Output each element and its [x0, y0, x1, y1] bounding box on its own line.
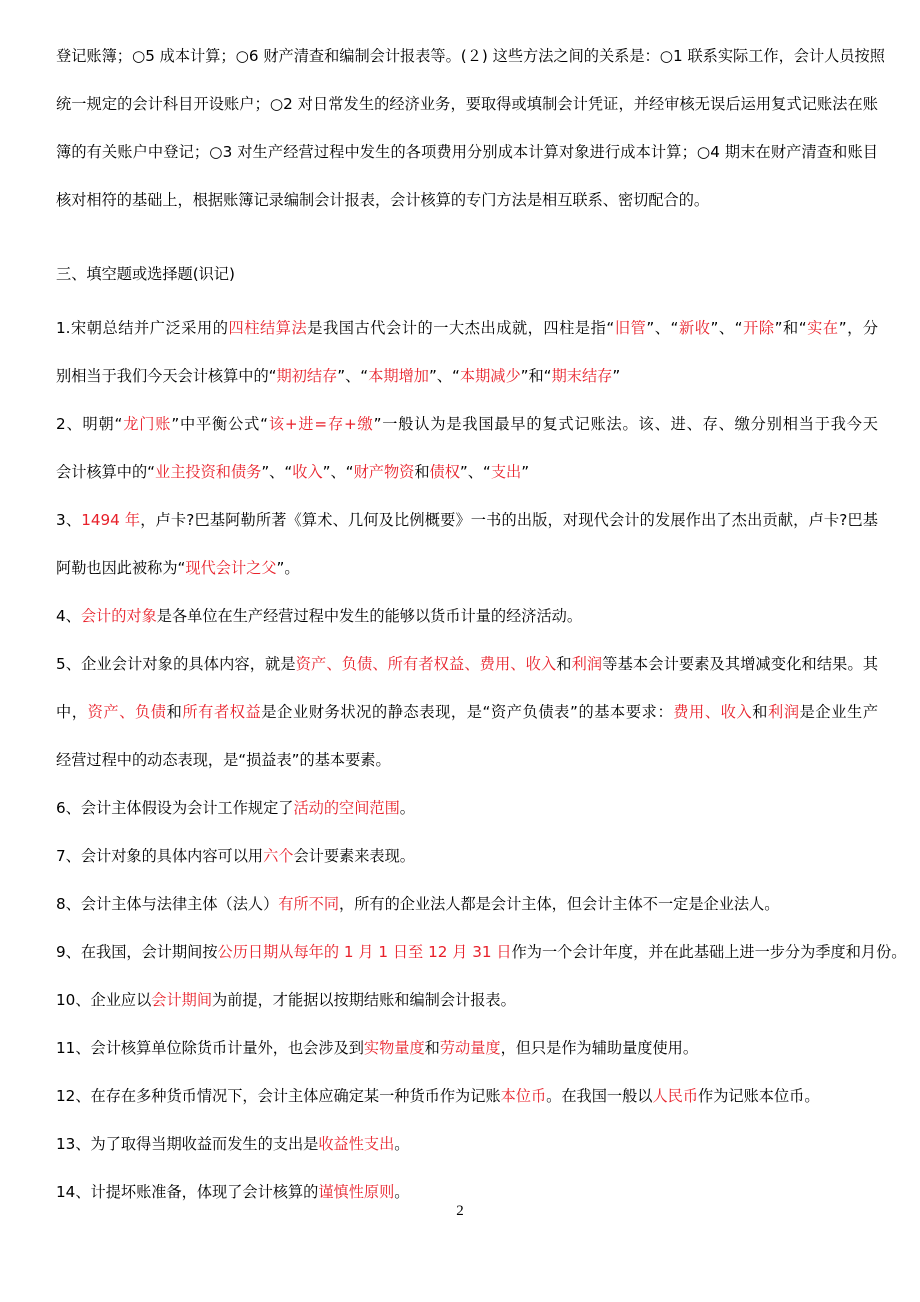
body-text: ，所有的企业法人都是会计主体，但会计主体不一定是企业法人。 — [339, 895, 780, 913]
body-text: ”、“ — [322, 463, 354, 481]
body-text: 是企业财务状况的静态表现，是“资产负债表”的基本要求： — [261, 703, 674, 721]
body-text: ”、“ — [646, 319, 679, 337]
body-text: ” — [521, 463, 530, 481]
body-text: ，卢卡?巴基阿勒所著《算术、几何及比例概要》一书的出版，对现代会计的发展作出了杰出贡献，卢卡?巴基 — [140, 511, 878, 529]
body-text: 和 — [424, 1039, 440, 1057]
highlighted-text: 费用、收入 — [673, 703, 753, 721]
text-line — [56, 456, 878, 488]
highlighted-text: 会计期间 — [151, 991, 213, 1009]
text-line — [56, 1080, 878, 1112]
highlighted-text: 1494 年 — [81, 511, 141, 529]
body-text: ”。 — [276, 559, 300, 577]
text-line — [56, 936, 907, 968]
text-line — [56, 600, 878, 632]
body-text: 10、企业应以 — [56, 991, 152, 1009]
body-text: 12、在存在多种货币情况下，会计主体应确定某一种货币作为记账 — [56, 1087, 501, 1105]
body-text: 7、会计对象的具体内容可以用 — [56, 847, 264, 865]
body-text: 统一规定的会计科目开设账户；○2 对日常发生的经济业务，要取得或填制会计凭证，并经审核无误后运用复式记账法在账 — [56, 95, 878, 113]
body-text: 中， — [56, 703, 88, 721]
text-line — [56, 696, 878, 728]
highlighted-text: 现代会计之父 — [185, 559, 277, 577]
highlighted-text: 本期增加 — [368, 367, 429, 385]
text-line — [56, 888, 878, 920]
body-text: ”和“ — [520, 367, 552, 385]
body-text: 等基本会计要素及其增减变化和结果。其 — [602, 655, 879, 673]
text-line — [56, 184, 878, 216]
body-text: 11、会计核算单位除货币计量外，也会涉及到 — [56, 1039, 364, 1057]
page-number: 2 — [456, 1203, 464, 1219]
highlighted-text: 实物量度 — [363, 1039, 425, 1057]
body-text: 会计要素来表现。 — [293, 847, 415, 865]
body-text: 三、填空题或选择题(识记) — [56, 265, 235, 283]
text-line — [56, 1032, 878, 1064]
body-text: 8、会计主体与法律主体（法人） — [56, 895, 279, 913]
body-text: 和 — [752, 703, 769, 721]
highlighted-text: 资产、负债 — [87, 703, 167, 721]
body-text: ”、“ — [459, 463, 491, 481]
highlighted-text: 四柱结算法 — [228, 319, 308, 337]
body-text: 9、在我国，会计期间按 — [56, 943, 218, 961]
body-text: 13、为了取得当期收益而发生的支出是 — [56, 1135, 319, 1153]
body-text: 。在我国一般以 — [546, 1087, 653, 1105]
highlighted-text: 人民币 — [652, 1087, 699, 1105]
body-text: ”一般认为是我国最早的复式记账法。该、进、存、缴分别相当于我今天 — [373, 415, 878, 433]
body-text: 经营过程中的动态表现，是“损益表”的基本要素。 — [56, 751, 391, 769]
body-text: 为前提，才能据以按期结账和编制会计报表。 — [212, 991, 516, 1009]
text-line — [56, 136, 878, 168]
body-text: 2、明朝“ — [56, 415, 123, 433]
highlighted-text: 公历日期从每年的 1 月 1 日至 12 月 31 日 — [217, 943, 512, 961]
body-text: 是我国古代会计的一大杰出成就，四柱是指“ — [307, 319, 615, 337]
body-text: ”、“ — [337, 367, 369, 385]
body-text: 别相当于我们今天会计核算中的“ — [56, 367, 277, 385]
body-text: 会计核算中的“ — [56, 463, 155, 481]
highlighted-text: 活动的空间范围 — [293, 799, 400, 817]
body-text: 和 — [556, 655, 572, 673]
highlighted-text: 实在 — [806, 319, 839, 337]
highlighted-text: 龙门账 — [122, 415, 172, 433]
text-line — [56, 408, 878, 440]
text-line — [56, 312, 878, 344]
body-text: ”和“ — [774, 319, 807, 337]
body-text: 作为一个会计年度，并在此基础上进一步分为季度和月份。 — [511, 943, 907, 961]
body-text: 1.宋朝总结并广泛采用的 — [56, 319, 229, 337]
highlighted-text: 劳动量度 — [439, 1039, 501, 1057]
body-text: 。 — [399, 799, 415, 817]
highlighted-text: 业主投资和债务 — [155, 463, 262, 481]
highlighted-text: 本期减少 — [459, 367, 521, 385]
highlighted-text: 本位币 — [500, 1087, 547, 1105]
body-text: 。 — [394, 1183, 410, 1201]
highlighted-text: 会计的对象 — [80, 607, 157, 625]
body-text: 和 — [414, 463, 430, 481]
highlighted-text: 六个 — [263, 847, 294, 865]
text-line — [56, 88, 878, 120]
text-line — [56, 984, 878, 1016]
text-line — [56, 552, 878, 584]
body-text: 簿的有关账户中登记；○3 对生产经营过程中发生的各项费用分别成本计算对象进行成本计算；○4 期末在财产清查和账目 — [56, 143, 878, 161]
body-text: 4、 — [56, 607, 81, 625]
body-text: 3、 — [56, 511, 82, 529]
body-text: ”、“ — [710, 319, 743, 337]
highlighted-text: 债权 — [429, 463, 460, 481]
text-line — [56, 258, 878, 290]
highlighted-text: 财产物资 — [353, 463, 415, 481]
body-text: ”、“ — [261, 463, 293, 481]
highlighted-text: 该+进=存+缴 — [267, 415, 374, 433]
body-text: 14、计提坏账准备，体现了会计核算的 — [56, 1183, 319, 1201]
highlighted-text: 期初结存 — [276, 367, 338, 385]
text-line — [56, 360, 878, 392]
text-line — [56, 744, 878, 776]
body-text: 是各单位在生产经营过程中发生的能够以货币计量的经济活动。 — [156, 607, 583, 625]
body-text: 核对相符的基础上，根据账簿记录编制会计报表，会计核算的专门方法是相互联系、密切配合的。 — [56, 191, 710, 209]
highlighted-text: 支出 — [490, 463, 522, 481]
text-line — [56, 1128, 878, 1160]
highlighted-text: 利润 — [768, 703, 800, 721]
body-text: 和 — [166, 703, 183, 721]
body-text: ，但只是作为辅助量度使用。 — [500, 1039, 699, 1057]
highlighted-text: 所有者权益 — [182, 703, 262, 721]
highlighted-text: 资产、负债、所有者权益、费用、收入 — [295, 655, 557, 673]
body-text: 5、企业会计对象的具体内容，就是 — [56, 655, 296, 673]
body-text: 6、会计主体假设为会计工作规定了 — [56, 799, 294, 817]
highlighted-text: 利润 — [571, 655, 603, 673]
body-text: ” — [612, 367, 621, 385]
highlighted-text: 新收 — [678, 319, 711, 337]
text-line — [56, 40, 885, 72]
highlighted-text: 收益性支出 — [318, 1135, 395, 1153]
text-line — [56, 648, 878, 680]
highlighted-text: 旧管 — [614, 319, 647, 337]
highlighted-text: 有所不同 — [278, 895, 340, 913]
highlighted-text: 开除 — [742, 319, 775, 337]
body-text: 是企业生产 — [799, 703, 878, 721]
highlighted-text: 收入 — [292, 463, 323, 481]
body-text: ”中平衡公式“ — [171, 415, 268, 433]
body-text: 阿勒也因此被称为“ — [56, 559, 186, 577]
highlighted-text: 谨慎性原则 — [318, 1183, 395, 1201]
body-text: ”，分 — [838, 319, 879, 337]
text-line — [56, 504, 878, 536]
body-text: 作为记账本位币。 — [698, 1087, 820, 1105]
text-line — [56, 840, 878, 872]
highlighted-text: 期末结存 — [551, 367, 613, 385]
text-line — [56, 792, 878, 824]
body-text: 。 — [394, 1135, 410, 1153]
body-text: ”、“ — [428, 367, 460, 385]
body-text: 登记账簿；○5 成本计算；○6 财产清查和编制会计报表等。(２) 这些方法之间的关系是：○1 联系实际工作，会计人员按照 — [56, 47, 885, 65]
